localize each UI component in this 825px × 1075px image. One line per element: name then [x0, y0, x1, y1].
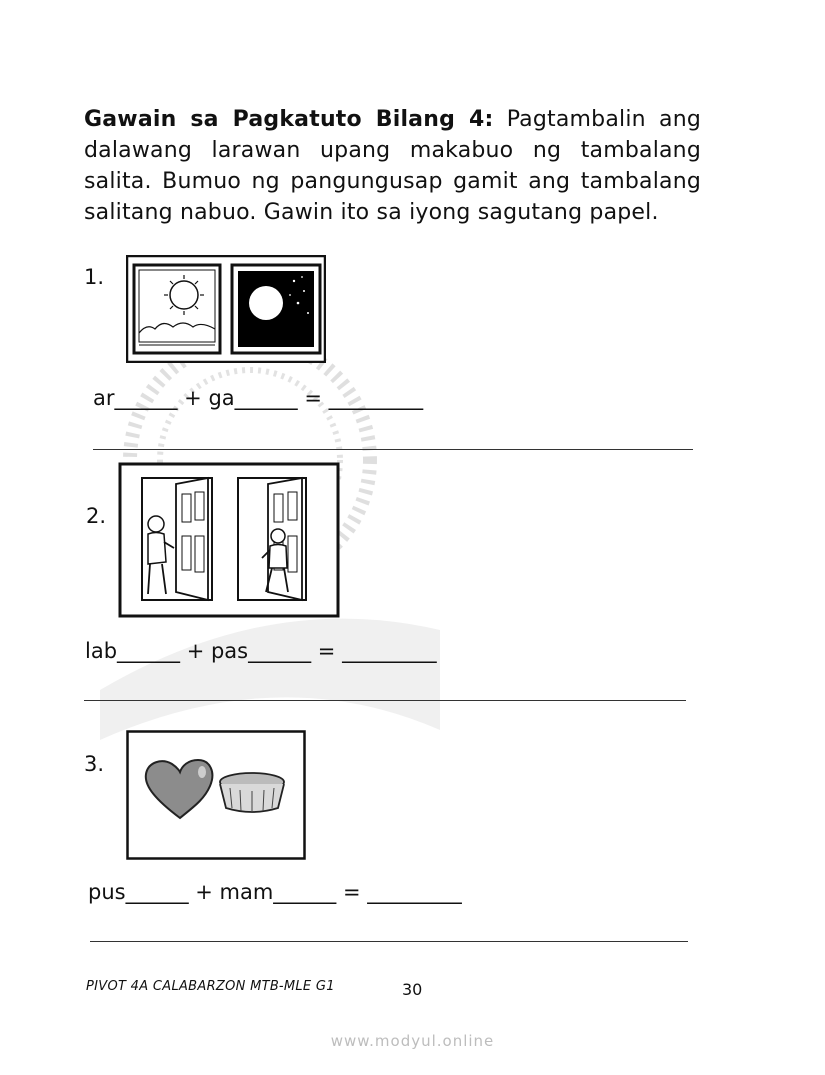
activity-instructions	[84, 104, 701, 228]
boy-entering-door-icon	[238, 478, 306, 600]
sun-icon	[134, 265, 220, 353]
item-2-answer-line[interactable]	[84, 700, 686, 701]
cupcake-icon	[220, 773, 284, 812]
boy-exiting-door-icon	[142, 478, 212, 600]
item-1-formula: ar______ + ga______ = _________	[93, 386, 424, 410]
item-1-answer-line[interactable]	[93, 449, 693, 450]
item-3-answer-line[interactable]	[90, 941, 688, 942]
activity-instruction-text: Pagtambalin ang dalawang larawan upang makabuo ng tambalang salita. Bumuo ng pangungusap gamit ang tambalang salitang nabuo. Gawin ito sa iyong sagutang papel.	[84, 107, 702, 225]
item-number: 2.	[86, 504, 107, 528]
item-2-picture	[118, 462, 340, 618]
item-number: 1.	[84, 265, 105, 289]
item-3-picture	[126, 730, 306, 860]
site-watermark: www.modyul.online	[330, 1032, 495, 1050]
activity-title: Gawain sa Pagkatuto Bilang 4:	[84, 107, 494, 132]
item-number: 3.	[84, 752, 105, 776]
item-1-picture	[126, 255, 326, 363]
footer-label: PIVOT 4A CALABARZON MTB-MLE G1	[86, 979, 335, 994]
item-2-formula: lab______ + pas______ = _________	[85, 639, 437, 663]
item-3-formula: pus______ + mam______ = _________	[88, 880, 462, 904]
page-number: 30	[402, 980, 423, 999]
moon-night-icon	[232, 265, 320, 353]
